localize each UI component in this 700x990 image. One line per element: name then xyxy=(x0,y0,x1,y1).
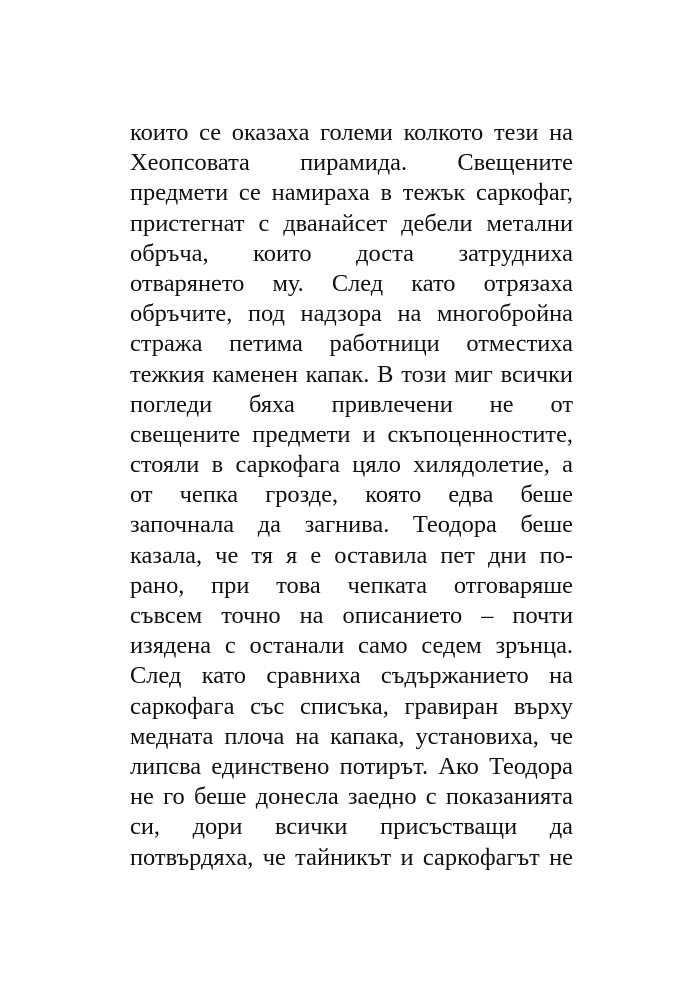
text-line: стояли в саркофага цяло хилядолетие, а xyxy=(130,451,573,479)
text-line: съвсем точно на описанието – почти xyxy=(130,602,573,629)
text-line: започнала да загнива. Теодора беше xyxy=(130,511,573,539)
text-line: обръча, които доста затрудниха xyxy=(130,239,573,267)
text-line: казала, че тя я е оставила пет дни по- xyxy=(130,541,573,569)
text-line: не го беше донесла заедно с показанията xyxy=(130,783,573,811)
text-line: пристегнат с дванайсет дебели метални xyxy=(130,209,573,237)
text-line: си, дори всички присъстващи да xyxy=(130,813,573,841)
text-line: липсва единствено потирът. Ако Теодора xyxy=(130,752,573,780)
body-text xyxy=(130,118,573,873)
text-line: потвърдяха, че тайникът и саркофагът не xyxy=(130,843,573,871)
text-line: стража петима работници отместиха xyxy=(130,330,573,358)
text-line: Хеопсовата пирамида. Свещените xyxy=(130,149,573,177)
text-line: от чепка грозде, която едва беше xyxy=(130,481,573,509)
text-line: саркофага със списъка, гравиран върху xyxy=(130,692,573,720)
text-line: предмети се намираха в тежък саркофаг, xyxy=(130,179,573,207)
text-line: свещените предмети и скъпоценностите, xyxy=(130,420,573,448)
text-line: След като сравниха съдържанието на xyxy=(130,662,573,690)
text-line: медната плоча на капака, установиха, че xyxy=(130,722,573,750)
text-line: изядена с останали само седем зрънца. xyxy=(130,632,573,660)
text-line: рано, при това чепката отговаряше xyxy=(130,571,573,599)
text-line: които се оказаха големи колкото тези на xyxy=(130,119,573,146)
text-line: обръчите, под надзора на многобройна xyxy=(130,300,573,328)
text-line: отварянето му. След като отрязаха xyxy=(130,269,573,297)
text-line: тежкия каменен капак. В този миг всички xyxy=(130,360,573,388)
text-line: погледи бяха привлечени не от xyxy=(130,390,573,418)
